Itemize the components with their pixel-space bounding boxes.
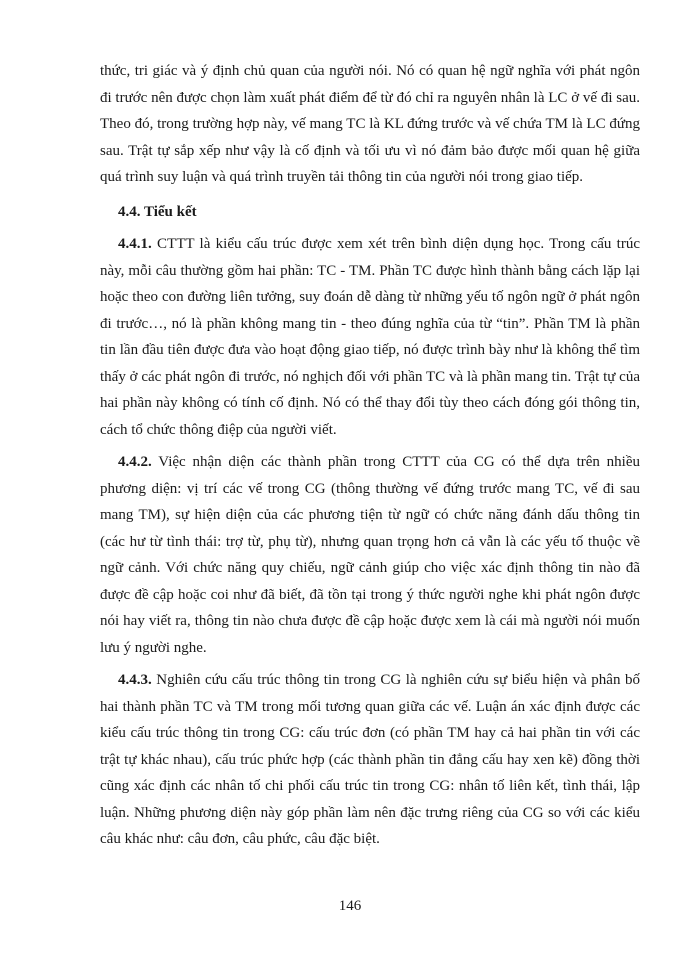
subsection-number: 4.4.1. — [118, 236, 152, 252]
subsection-text: Nghiên cứu cấu trúc thông tin trong CG là nghiên cứu sự biểu hiện và phân bố hai thành phần TC và TM trong mối tương quan giữa các vế. Luận án xác định được các kiểu cấu trúc thông tin trong CG: cấu trúc đơn (có phần TM hay cả hai phần tin với các trật tự khác nhau), cấu trúc phức hợp (các thành phần tin đẳng cấu hay xen kẽ) đồng thời cũng xác định các nhân tố chi phối cấu trúc tin trong CG: nhân tố liên kết, tình thái, lập luận. Những phương diện này góp phần làm nên đặc trưng riêng của CG so với các kiểu câu khác như: câu đơn, câu phức, câu đặc biệt. — [100, 672, 640, 847]
subsection-number: 4.4.2. — [118, 454, 152, 470]
subsection-4-4-3 — [100, 667, 640, 853]
subsection-4-4-2 — [100, 449, 640, 661]
subsection-number: 4.4.3. — [118, 672, 152, 688]
intro-paragraph: thức, tri giác và ý định chủ quan của người nói. Nó có quan hệ ngữ nghĩa với phát ngôn đi trước nên được chọn làm xuất phát điểm để từ đó chỉ ra nguyên nhân là LC ở vế đi sau. Theo đó, trong trường hợp này, vế mang TC là KL đứng trước và vế chứa TM là LC đứng sau. Trật tự sắp xếp như vậy là cố định và tối ưu vì nó đảm bảo được mối quan hệ giữa quá trình suy luận và quá trình truyền tải thông tin của người nói trong giao tiếp. — [100, 63, 640, 185]
document-body — [100, 58, 640, 859]
subsection-4-4-1 — [100, 231, 640, 443]
subsection-text: Việc nhận diện các thành phần trong CTTT của CG có thể dựa trên nhiều phương diện: vị trí các vế trong CG (thông thường vế đứng trước mang TC, vế đi sau mang TM), sự hiện diện của các phương tiện từ ngữ có chức năng đánh dấu thông tin (các hư từ tình thái: trợ từ, phụ từ), nhưng quan trọng hơn cả vẫn là các yếu tố thuộc về ngữ cảnh. Với chức năng quy chiếu, ngữ cảnh giúp cho việc xác định thông tin nào đã được đề cập hoặc coi như đã biết, đã tồn tại trong ý thức người nghe khi phát ngôn được nói hay viết ra, thông tin nào chưa được đề cập hoặc được xem là cái mà người nói muốn lưu ý người nghe. — [100, 454, 640, 656]
page-number: 146 — [338, 898, 362, 914]
section-heading: 4.4. Tiểu kết — [118, 203, 197, 220]
subsection-text: CTTT là kiểu cấu trúc được xem xét trên bình diện dụng học. Trong cấu trúc này, mỗi câu thường gồm hai phần: TC - TM. Phần TC được hình thành bằng cách lặp lại hoặc theo con đường liên tưởng, suy đoán dễ dàng từ những yếu tố ngôn ngữ ở phát ngôn đi trước…, nó là phần không mang tin - theo đúng nghĩa của từ “tin”. Phần TM là phần tin lần đầu tiên được đưa vào hoạt động giao tiếp, nó được trình bày như là không thể tìm thấy ở các phát ngôn đi trước, nó nghịch đối với phần TC và là phần mang tin. Trật tự của hai phần này không có tính cố định. Nó có thể thay đổi tùy theo cách đóng gói thông tin, cách tổ chức thông điệp của người viết. — [100, 236, 640, 438]
